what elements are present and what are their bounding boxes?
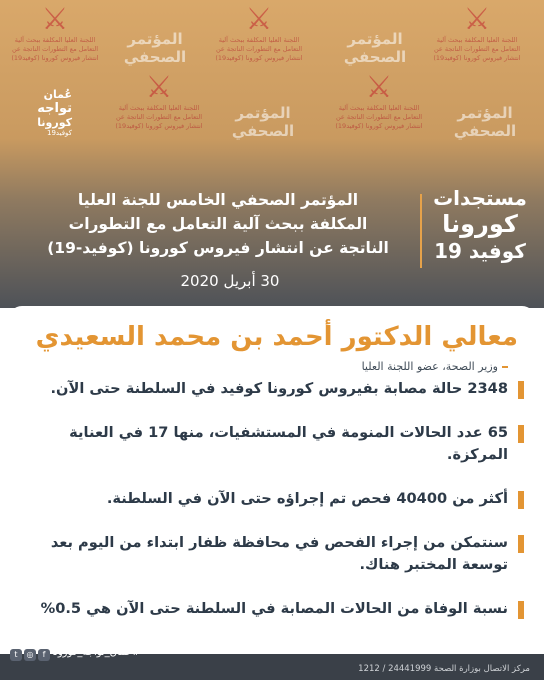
- points-list: [16, 378, 524, 642]
- speaker-role: وزير الصحة، عضو اللجنة العليا: [361, 360, 498, 373]
- press-conference-title: المؤتمر الصحفي الخامس للجنة العليا المكلفة ببحث آلية التعامل مع التطورات الناتجة عن انتشار فيروس كورونا (كوفيد-19): [47, 191, 389, 257]
- press-watermark: المؤتمر الصحفي: [231, 104, 295, 140]
- bullet-bar: [518, 425, 524, 443]
- emblem-watermark: ⚔ اللجنة العليا المكلفة ببحث آلية التعامل مع التطورات الناتجة عن انتشار فيروس كورونا (كوفيد19): [6, 4, 104, 84]
- list-item: سنتمكن من إجراء الفحص في محافظة ظفار ابتداء من اليوم بعد توسعة المختبر هناك.: [16, 532, 524, 576]
- bullet-bar: [518, 535, 524, 553]
- bullet-bar: [518, 491, 524, 509]
- contact-info: مركز الاتصال بوزارة الصحة 24441999 / 1212: [358, 664, 530, 674]
- header-banner: [0, 0, 544, 308]
- khanjar-icon: ⚔: [145, 70, 173, 105]
- press-watermark: المؤتمر الصحفي: [453, 104, 517, 140]
- list-item: نسبة الوفاة من الحالات المصابة في السلطنة حتى الآن هي 0.5%: [16, 598, 524, 620]
- press-watermark: المؤتمر الصحفي: [343, 30, 407, 66]
- speaker-name: معالي الدكتور أحمد بن محمد السعيدي: [35, 322, 518, 352]
- facebook-icon: f: [38, 649, 50, 661]
- bullet-bar: [518, 381, 524, 399]
- press-watermark: المؤتمر الصحفي: [123, 30, 187, 66]
- conference-date: 30 أبريل 2020: [180, 272, 280, 290]
- hashtag: #عمان_تواجه_كورونا: [52, 647, 141, 658]
- divider: [420, 194, 422, 268]
- khanjar-icon: ⚔: [245, 2, 273, 37]
- statement-card: [8, 306, 536, 654]
- corona-updates-title: مستجدات كورونا كوفيد 19: [433, 186, 527, 263]
- list-item: أكثر من 40400 فحص تم إجراؤه حتى الآن في السلطنة.: [16, 488, 524, 510]
- khanjar-icon: ⚔: [41, 2, 69, 37]
- khanjar-icon: ⚔: [365, 70, 393, 105]
- emblem-watermark: ⚔ اللجنة العليا المكلفة ببحث آلية التعامل مع التطورات الناتجة عن انتشار فيروس كورونا (كوفيد19): [110, 72, 208, 152]
- emblem-watermark: ⚔ اللجنة العليا المكلفة ببحث آلية التعامل مع التطورات الناتجة عن انتشار فيروس كورونا (كوفيد19): [330, 72, 428, 152]
- bullet-bar: [518, 601, 524, 619]
- oman-faces-corona-logo: عُمان تواجه كورونا كوفيد19: [37, 88, 72, 137]
- twitter-icon: t: [10, 649, 22, 661]
- instagram-icon: ◎: [24, 649, 36, 661]
- list-item: 65 عدد الحالات المنومة في المستشفيات، منها 17 في العناية المركزة.: [16, 422, 524, 466]
- khanjar-icon: ⚔: [463, 2, 491, 37]
- emblem-watermark: ⚔ اللجنة العليا المكلفة ببحث آلية التعامل مع التطورات الناتجة عن انتشار فيروس كورونا (كوفيد19): [210, 4, 308, 84]
- role-accent: [502, 366, 508, 368]
- list-item: 2348 حالة مصابة بفيروس كورونا كوفيد في السلطنة حتى الآن.: [16, 378, 524, 400]
- emblem-watermark: ⚔ اللجنة العليا المكلفة ببحث آلية التعامل مع التطورات الناتجة عن انتشار فيروس كورونا (كوفيد19): [428, 4, 526, 84]
